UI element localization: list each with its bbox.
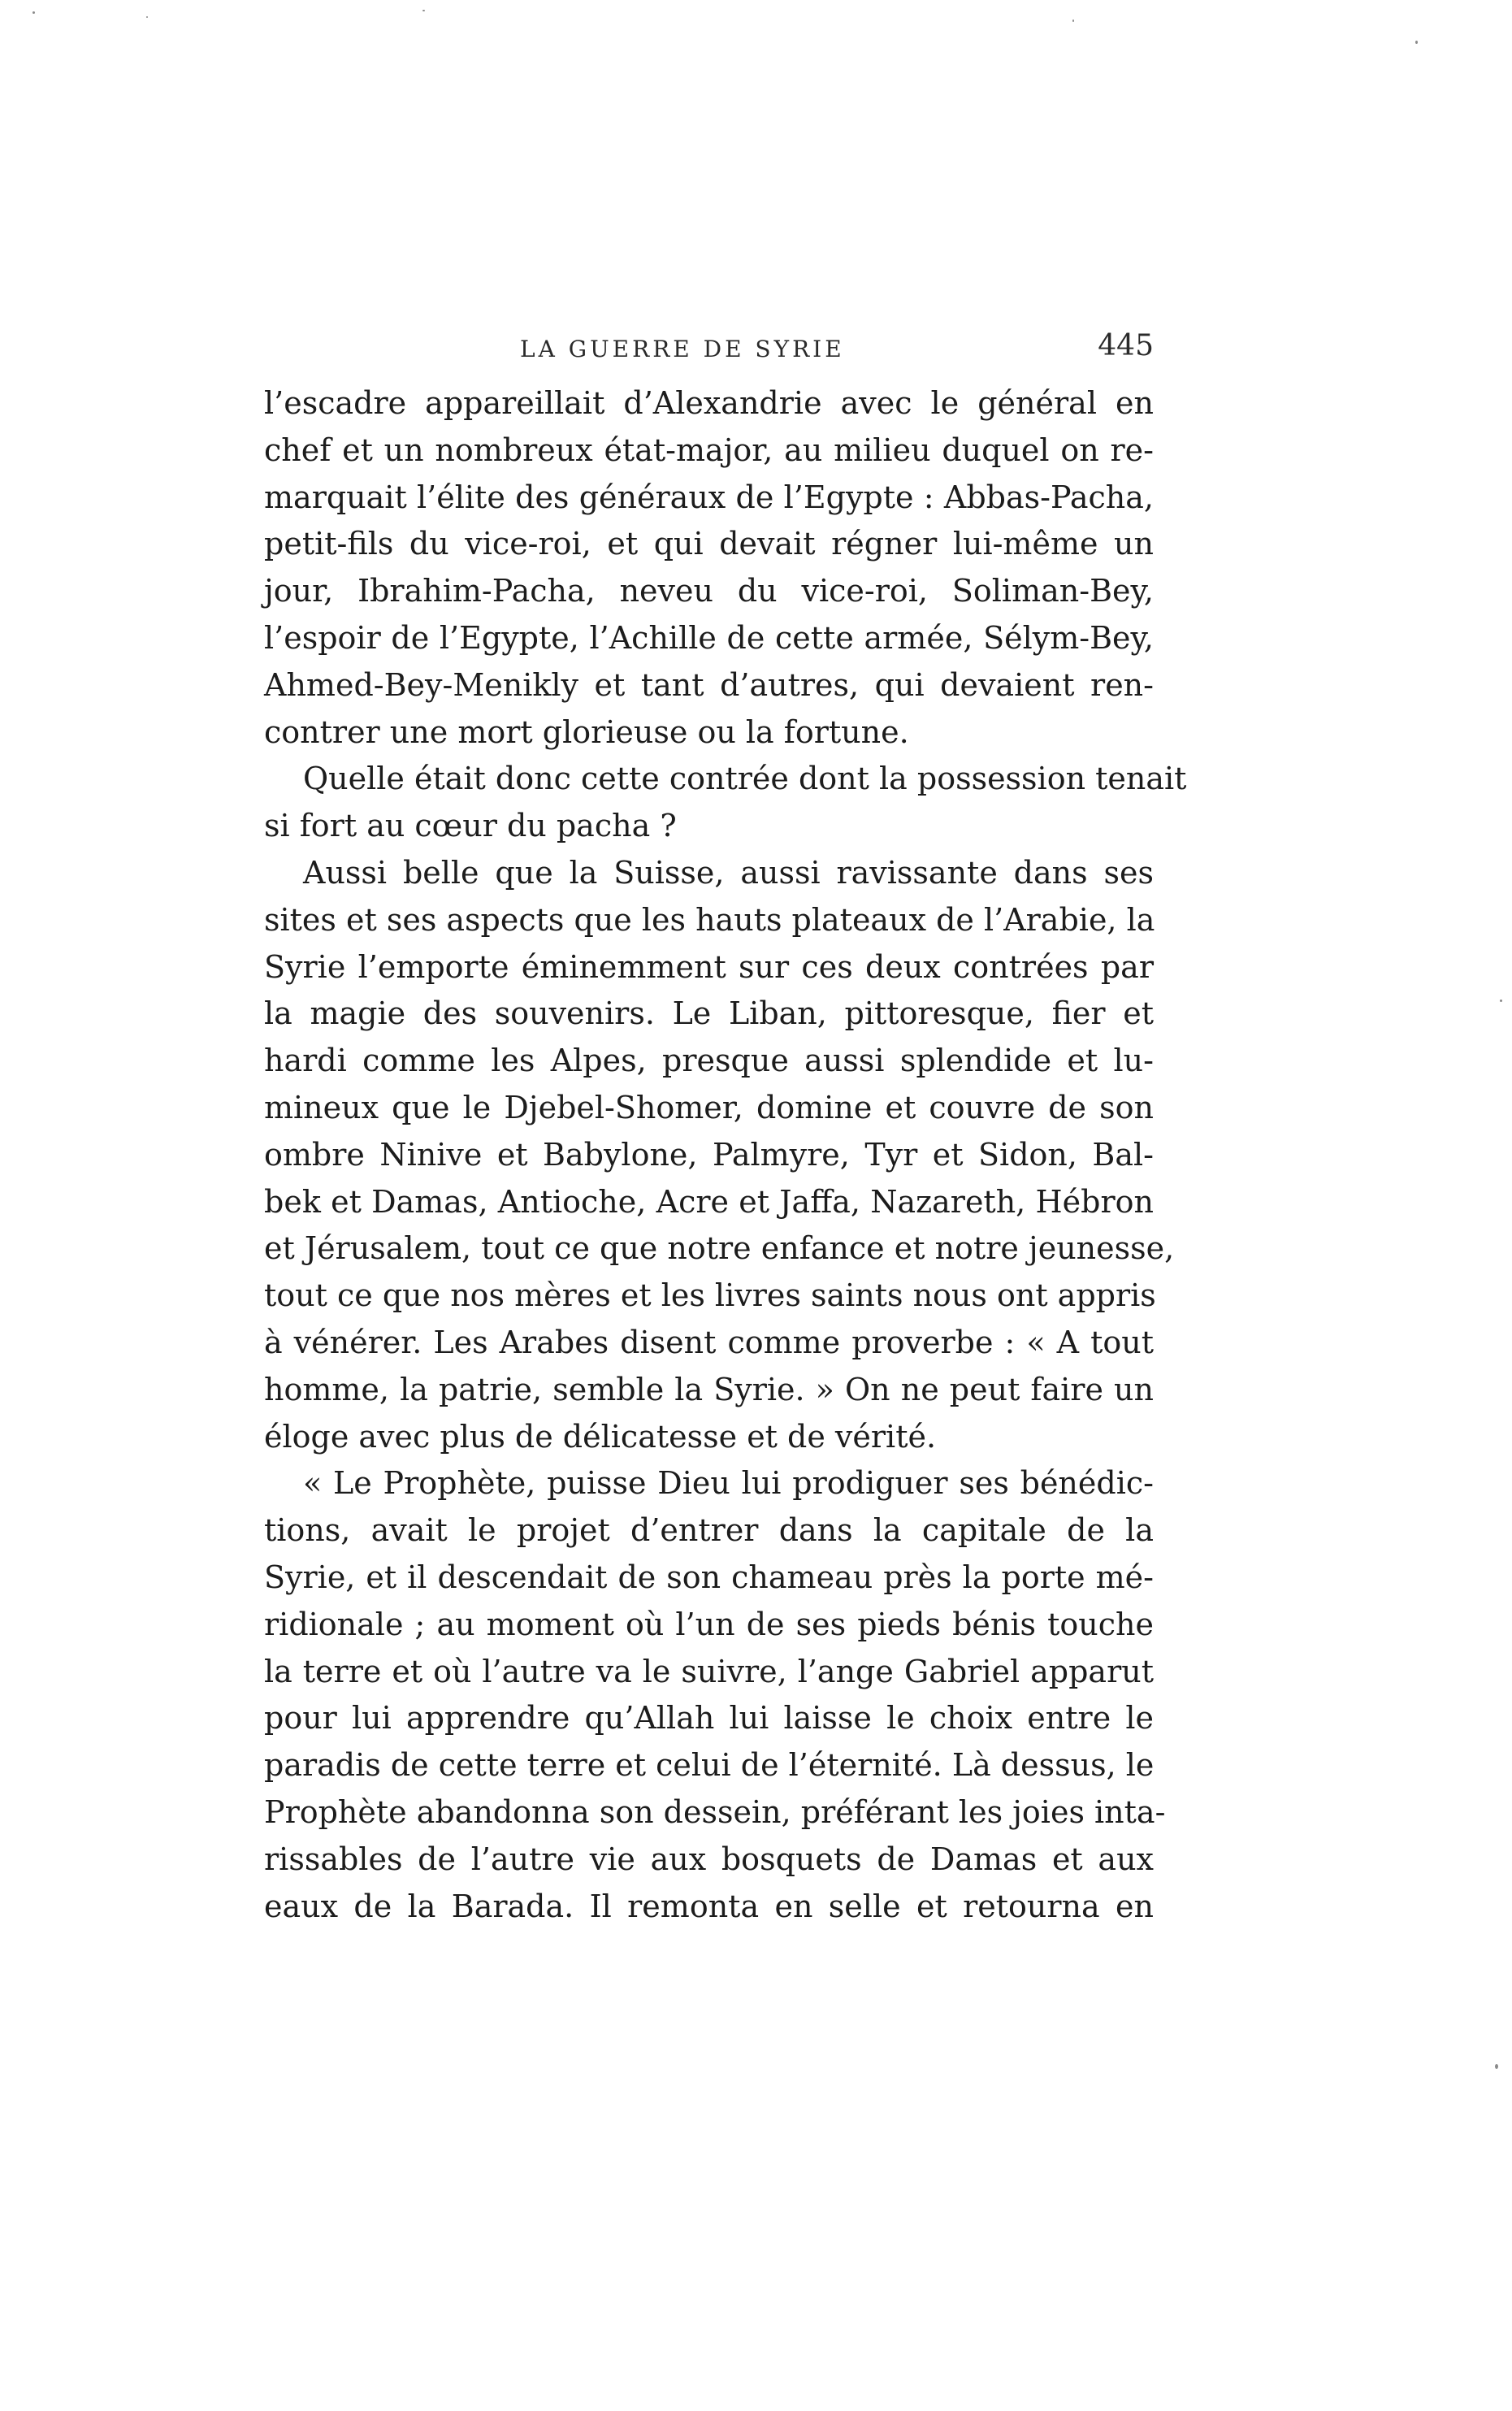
text-line: tions, avait le projet d’entrer dans la capitale de la xyxy=(264,1512,1154,1549)
running-title: LA GUERRE DE SYRIE xyxy=(520,336,845,362)
text-line: « Le Prophète, puisse Dieu lui prodiguer ses bénédic- xyxy=(303,1465,1154,1502)
text-line: éloge avec plus de délicatesse et de vérité. xyxy=(264,1418,937,1455)
text-line: rissables de l’autre vie aux bosquets de Damas et aux xyxy=(264,1841,1154,1877)
text-line: jour, Ibrahim-Pacha, neveu du vice-roi, Soliman-Bey, xyxy=(264,573,1154,609)
text-line: la magie des souvenirs. Le Liban, pittoresque, fier et xyxy=(264,995,1154,1032)
text-line: Ahmed-Bey-Menikly et tant d’autres, qui devaient ren- xyxy=(264,666,1154,703)
text-line: pour lui apprendre qu’Allah lui laisse le choix entre le xyxy=(264,1700,1154,1737)
text-line: ombre Ninive et Babylone, Palmyre, Tyr et Sidon, Bal- xyxy=(264,1136,1154,1173)
text-line: paradis de cette terre et celui de l’éternité. Là dessus, le xyxy=(264,1747,1155,1784)
text-line: l’escadre appareillait d’Alexandrie avec le général en xyxy=(264,385,1154,421)
body-text xyxy=(264,380,1187,1930)
text-line: hardi comme les Alpes, presque aussi splendide et lu- xyxy=(264,1043,1154,1079)
text-line: à vénérer. Les Arabes disent comme proverbe : « A tout xyxy=(264,1324,1154,1360)
text-line: et Jérusalem, tout ce que notre enfance et notre jeunesse, xyxy=(264,1230,1175,1267)
text-line: la terre et où l’autre va le suivre, l’ange Gabriel apparut xyxy=(264,1653,1154,1689)
text-line: Quelle était donc cette contrée dont la possession tenait xyxy=(303,761,1187,797)
text-line: homme, la patrie, semble la Syrie. » On ne peut faire un xyxy=(264,1371,1154,1407)
text-line: Prophète abandonna son dessein, préférant les joies inta- xyxy=(264,1793,1166,1830)
print-speck xyxy=(1415,41,1418,44)
print-speck xyxy=(1072,20,1074,22)
running-head xyxy=(264,329,1154,370)
text-line: bek et Damas, Antioche, Acre et Jaffa, Nazareth, Hébron xyxy=(264,1183,1154,1220)
print-speck xyxy=(146,16,148,18)
text-line: petit-fils du vice-roi, et qui devait régner lui-même un xyxy=(264,526,1154,562)
text-line: contrer une mort glorieuse ou la fortune. xyxy=(264,713,909,750)
print-speck xyxy=(422,10,425,11)
text-line: chef et un nombreux état-major, au milieu duquel on re- xyxy=(264,431,1154,468)
page-number: 445 xyxy=(1098,329,1154,362)
print-speck xyxy=(1495,2064,1498,2069)
text-line: sites et ses aspects que les hauts plateaux de l’Arabie, la xyxy=(264,901,1155,938)
text-line: l’espoir de l’Egypte, l’Achille de cette armée, Sélym-Bey, xyxy=(264,619,1154,656)
text-line: eaux de la Barada. Il remonta en selle et retourna en xyxy=(264,1888,1154,1924)
text-line: ridionale ; au moment où l’un de ses pieds bénis touche xyxy=(264,1606,1154,1642)
text-line: mineux que le Djebel-Shomer, domine et couvre de son xyxy=(264,1089,1154,1125)
text-line: si fort au cœur du pacha ? xyxy=(264,808,677,844)
text-line: Syrie, et il descendait de son chameau près la porte mé- xyxy=(264,1559,1154,1595)
text-line: marquait l’élite des généraux de l’Egypte : Abbas-Pacha, xyxy=(264,479,1154,515)
print-speck xyxy=(1500,1000,1502,1002)
text-line: Aussi belle que la Suisse, aussi ravissante dans ses xyxy=(303,854,1154,891)
text-line: tout ce que nos mères et les livres saints nous ont appris xyxy=(264,1277,1156,1314)
print-speck xyxy=(32,11,35,14)
text-line: Syrie l’emporte éminemment sur ces deux contrées par xyxy=(264,948,1154,985)
